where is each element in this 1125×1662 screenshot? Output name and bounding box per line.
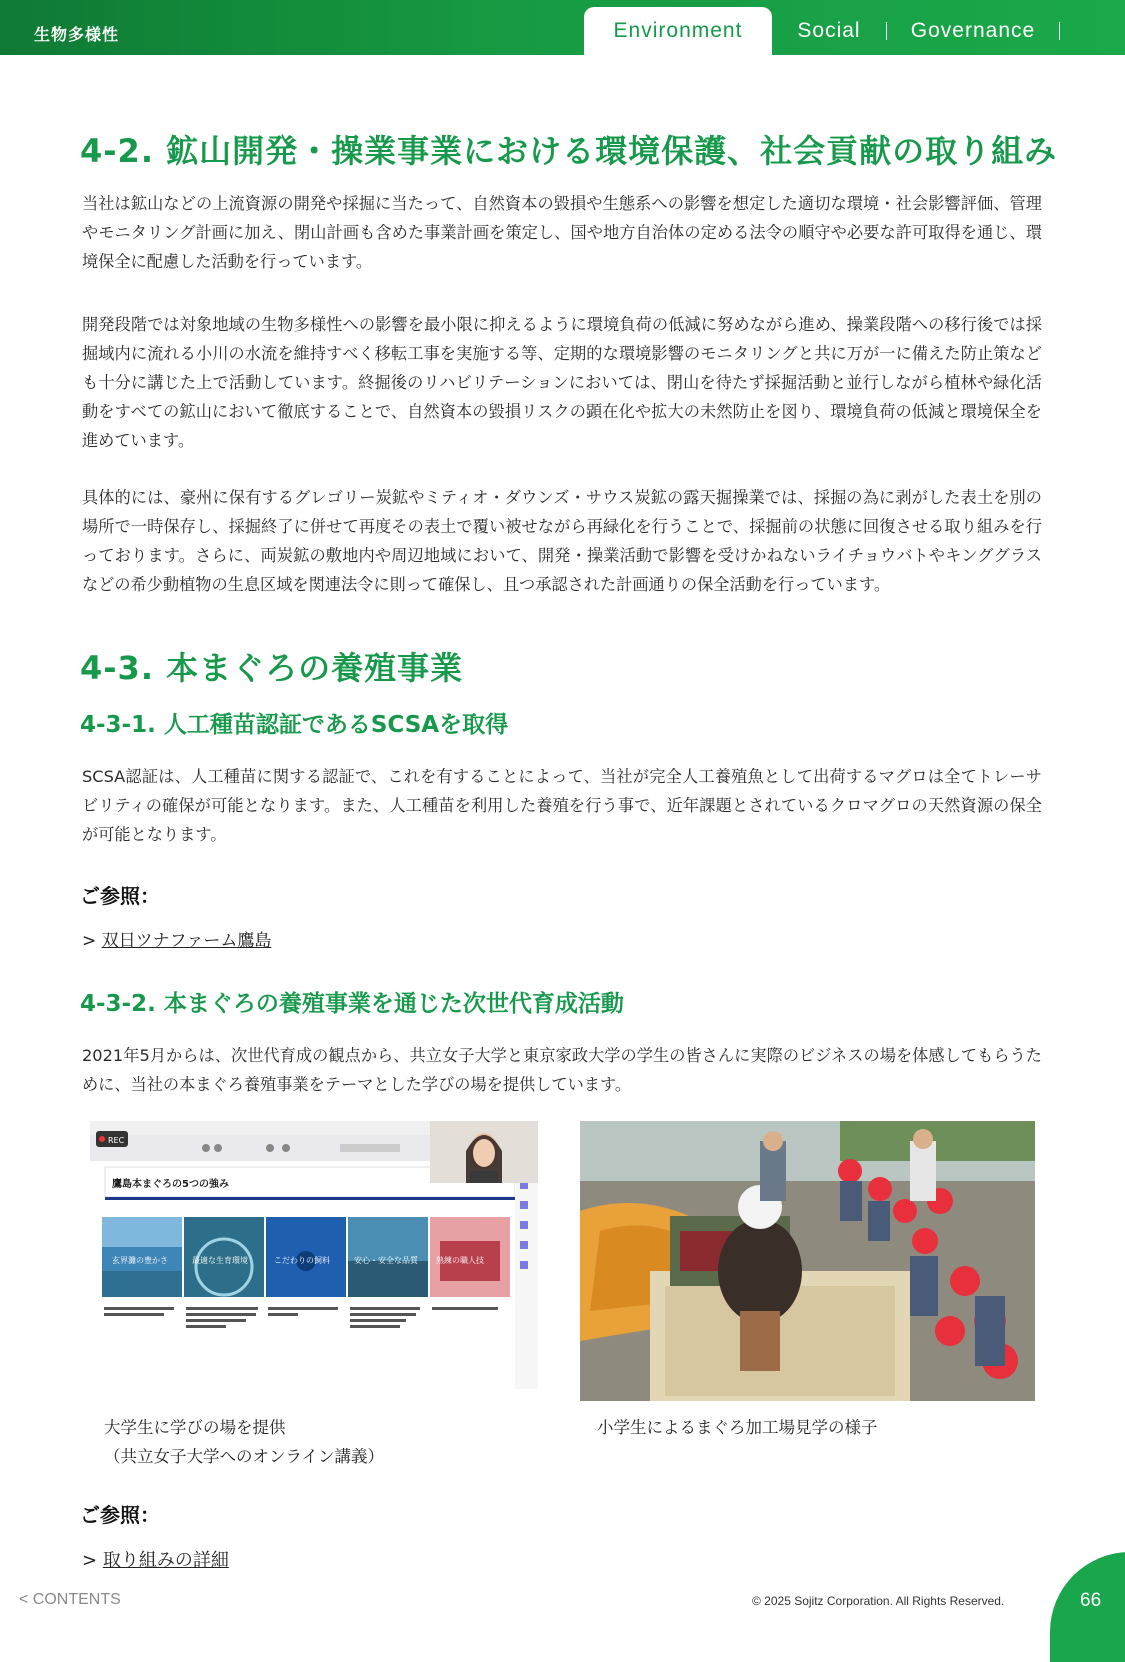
reference-item <box>82 926 271 951</box>
caption-online-lecture-line2: （共立女子大学へのオンライン講義） <box>104 1447 385 1466</box>
caption-online-lecture <box>104 1413 384 1471</box>
link-tuna-farm-takashima[interactable]: 双日ツナファーム鷹島 <box>101 931 272 951</box>
tuna-factory-tour-image <box>580 1121 1035 1401</box>
section-label: 生物多様性 <box>34 25 120 44</box>
slide-title: 鷹島本まぐろの5つの強み <box>112 1179 229 1190</box>
top-nav-bar <box>0 0 1125 55</box>
heading-4-3: 4-3. 本まぐろの養殖事業 <box>80 649 464 687</box>
page-number: 66 <box>1080 1590 1102 1611</box>
copyright: © 2025 Sojitz Corporation. All Rights Reserved. <box>752 1594 1005 1608</box>
tab-governance[interactable]: Governance <box>910 19 1036 42</box>
tile-label-3: こだわりの飼料 <box>274 1256 330 1265</box>
tuna-factory-tour-photo <box>580 1121 1035 1401</box>
heading-4-3-1: 4-3-1. 人工種苗認証であるSCSAを取得 <box>80 712 509 738</box>
tab-divider <box>1059 22 1060 40</box>
tile-label-2: 最適な生育環境 <box>192 1256 248 1265</box>
rec-indicator: REC <box>108 1136 125 1145</box>
reference-item-2 <box>82 1546 229 1572</box>
tile-label-4: 安心・安全な品質 <box>354 1256 418 1265</box>
caption-factory-tour: 小学生によるまぐろ加工場見学の様子 <box>597 1418 878 1437</box>
esg-tabs <box>584 7 1060 55</box>
paragraph-4-3-1: SCSA認証は、人工種苗に関する認証で、これを有することによって、当社が完全人工養殖魚として出荷するマグロは全てトレーサビリティの確保が可能となります。また、人工種苗を利用した養殖を行う事で、近年課題とされているクロマグロの天然資源の保全が可能となります。 <box>82 767 1042 844</box>
paragraph-4-2-2: 開発段階では対象地域の生物多様性への影響を最小限に抑えるように環境負荷の低減に努めながら進め、操業段階への移行後では採掘域内に流れる小川の水流を維持すべく移転工事を実施する等、定期的な環境影響のモニタリングと共に万が一に備えた防止策なども十分に講じた上で活動しています。終掘後のリハビリテーションにおいては、閉山を待たず採掘活動と並行しながら植林や緑化活動をすべての鉱山において徹底することで、自然資本の毀損リスクの顕在化や拡大の未然防止を図り、環境負荷の低減と環境保全を進めています。 <box>82 315 1042 450</box>
paragraph-4-3-2: 2021年5月からは、次世代育成の観点から、共立女子大学と東京家政大学の学生の皆さんに実際のビジネスの場を体感してもらうために、当社の本まぐろ養殖事業をテーマとした学びの場を提供しています。 <box>82 1046 1042 1094</box>
tile-label-5: 熟練の職人技 <box>436 1256 484 1265</box>
caption-online-lecture-line1: 大学生に学びの場を提供 <box>104 1418 286 1437</box>
paragraph-4-2-1: 当社は鉱山などの上流資源の開発や採掘に当たって、自然資本の毀損や生態系への影響を想定した適切な環境・社会影響評価、管理やモニタリング計画に加え、閉山計画も含めた事業計画を策定し、国や地方自治体の定める法令の順守や必要な許可取得を通じ、環境保全に配慮した活動を行っています。 <box>82 194 1042 271</box>
reference-title-2: ご参照： <box>80 1503 160 1527</box>
tile-label-1: 玄界灘の豊かさ <box>112 1256 168 1265</box>
heading-4-3-2: 4-3-2. 本まぐろの養殖事業を通じた次世代育成活動 <box>80 991 624 1017</box>
paragraph-4-2-3: 具体的には、豪州に保有するグレゴリー炭鉱やミティオ・ダウンズ・サウス炭鉱の露天掘操業では、採掘の為に剥がした表土を別の場所で一時保存し、採掘終了に併せて再度その表土で覆い被せながら再緑化を行うことで、採掘前の状態に回復させる取り組みを行っております。さらに、両炭鉱の敷地内や周辺地域において、開発・操業活動で影響を受けかねないライチョウバトやキンググラスなどの希少動植物の生息区域を関連法令に則って確保し、且つ承認された計画通りの保全活動を行っています。 <box>82 488 1042 594</box>
reference-title: ご参照： <box>80 884 160 908</box>
tab-environment[interactable]: Environment <box>584 7 772 55</box>
reference-prefix: > <box>82 931 97 951</box>
reference-prefix: > <box>82 1550 98 1571</box>
tab-social[interactable]: Social <box>797 19 861 42</box>
heading-4-2: 4-2. 鉱山開発・操業事業における環境保護、社会貢献の取り組み <box>80 132 1058 170</box>
online-lecture-photo <box>90 1121 538 1389</box>
link-initiative-details[interactable]: 取り組みの詳細 <box>102 1550 229 1571</box>
contents-link[interactable]: < CONTENTS <box>19 1591 121 1608</box>
online-lecture-screenshot <box>90 1121 538 1389</box>
